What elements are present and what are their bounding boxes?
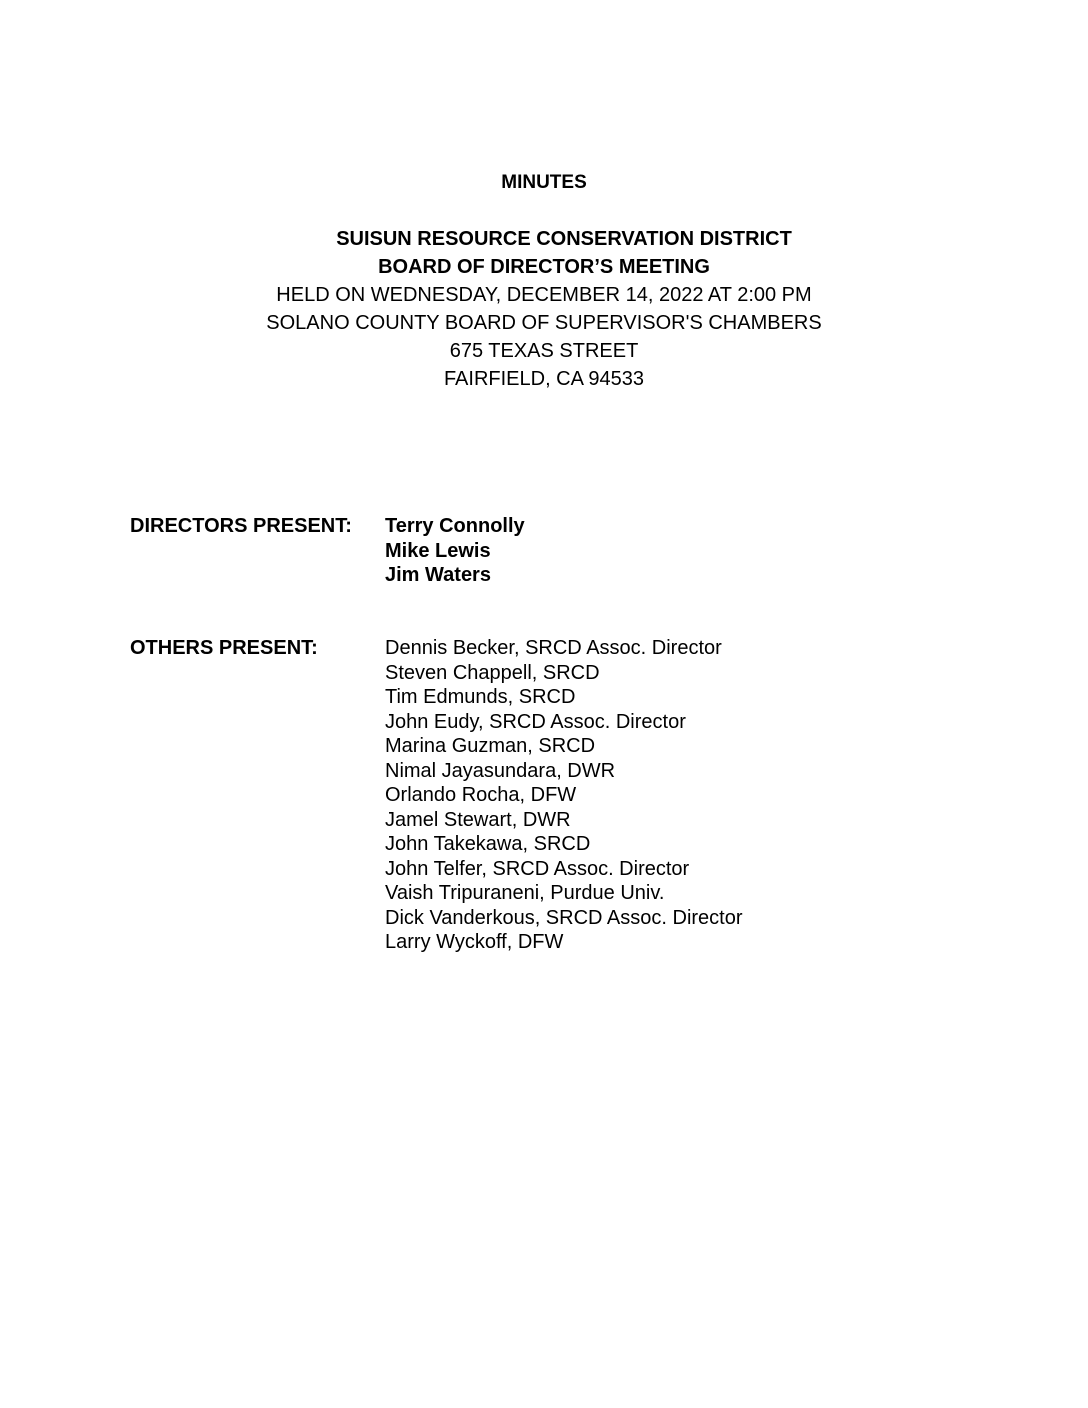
document-title: MINUTES <box>501 172 587 193</box>
meeting-date: HELD ON WEDNESDAY, DECEMBER 14, 2022 AT 2:00 PM <box>276 284 812 306</box>
attendee-name: Dennis Becker, SRCD Assoc. Director <box>385 637 722 659</box>
attendee-name: John Takekawa, SRCD <box>385 833 591 855</box>
attendee-name: John Telfer, SRCD Assoc. Director <box>385 857 690 880</box>
attendee-name: Larry Wyckoff, DFW <box>385 931 564 953</box>
attendee-name: Steven Chappell, SRCD <box>385 661 600 684</box>
attendee-name: Vaish Tripuraneni, Purdue Univ. <box>385 882 665 904</box>
directors-present-label: DIRECTORS PRESENT: <box>130 515 352 537</box>
director-name: Terry Connolly <box>385 515 525 537</box>
attendee-name: Jamel Stewart, DWR <box>385 808 571 831</box>
director-name: Mike Lewis <box>385 539 491 562</box>
others-present-label: OTHERS PRESENT: <box>130 637 318 659</box>
others-list <box>385 636 743 955</box>
attendee-name: John Eudy, SRCD Assoc. Director <box>385 710 686 733</box>
meeting-location: SOLANO COUNTY BOARD OF SUPERVISOR'S CHAMBERS <box>266 312 822 334</box>
meeting-city: FAIRFIELD, CA 94533 <box>443 368 645 390</box>
attendee-name: Marina Guzman, SRCD <box>385 735 596 757</box>
attendee-name: Nimal Jayasundara, DWR <box>385 759 616 782</box>
organization-name: SUISUN RESOURCE CONSERVATION DISTRICT <box>336 228 792 250</box>
meeting-street: 675 TEXAS STREET <box>449 340 639 362</box>
meeting-name: BOARD OF DIRECTOR’S MEETING <box>378 256 710 278</box>
director-name: Jim Waters <box>385 564 491 586</box>
attendee-name: Orlando Rocha, DFW <box>385 784 577 806</box>
attendee-name: Dick Vanderkous, SRCD Assoc. Director <box>385 906 743 929</box>
attendee-name: Tim Edmunds, SRCD <box>385 686 576 708</box>
directors-list <box>385 514 525 588</box>
